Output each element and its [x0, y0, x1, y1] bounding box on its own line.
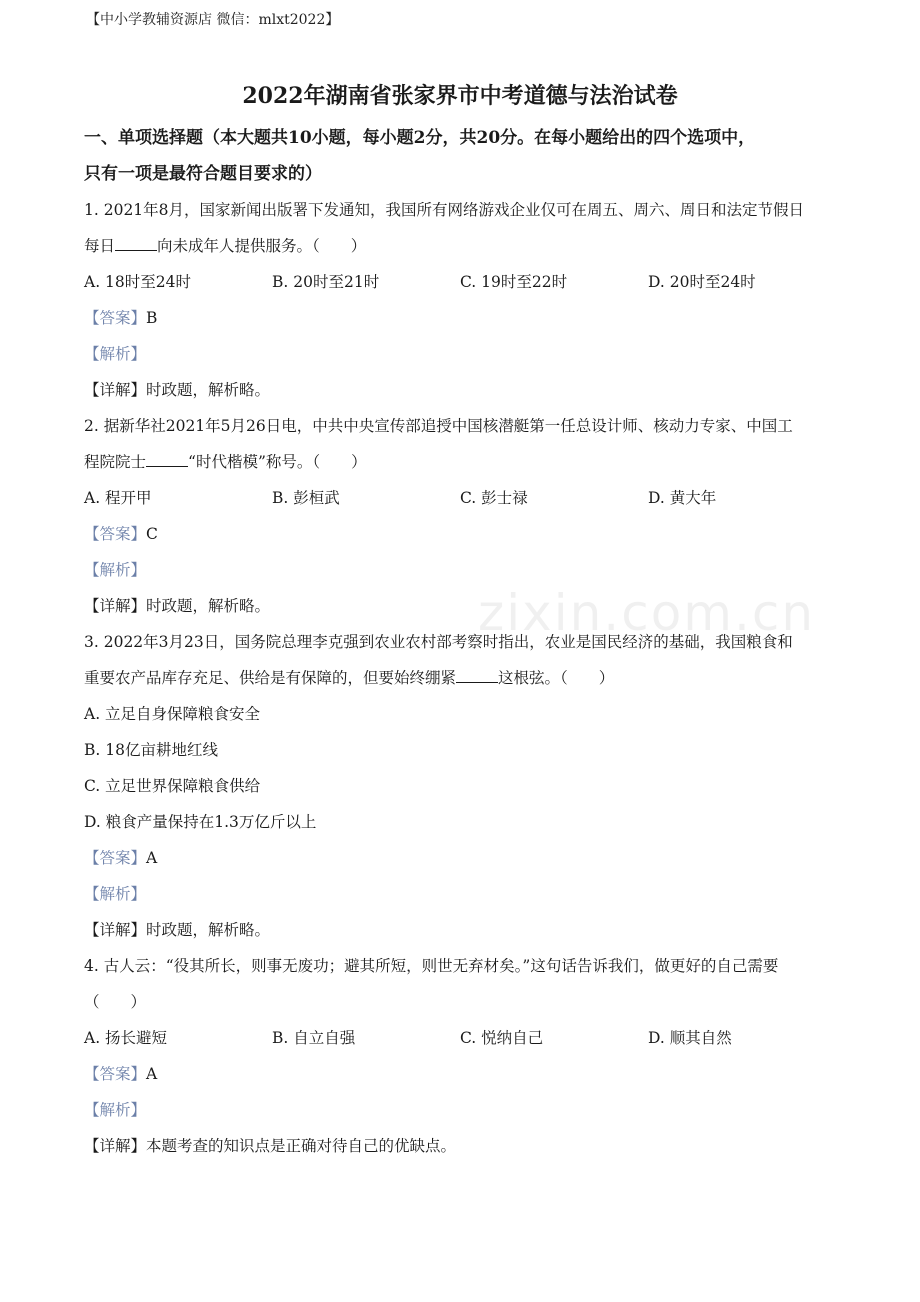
analysis-tag: 【解析】	[84, 345, 147, 363]
stem-text: 程院院士	[84, 453, 147, 471]
detail-tag: 【详解】	[84, 381, 147, 399]
analysis-line	[84, 336, 836, 372]
question-2	[84, 408, 836, 624]
options-row	[84, 264, 836, 300]
analysis-tag: 【解析】	[84, 561, 147, 579]
option-a: A. 立足自身保障粮食安全	[84, 705, 261, 723]
question-stem-continued	[84, 660, 836, 696]
option-b: B. 18亿亩耕地红线	[84, 741, 218, 759]
question-stem: 1. 2021年8月，国家新闻出版署下发通知，我国所有网络游戏企业仅可在周五、周六、周日和法定节假日	[84, 201, 805, 219]
option-d: D. 黄大年	[648, 489, 717, 507]
question-4	[84, 948, 836, 1164]
answer-line	[84, 300, 836, 336]
analysis-line	[84, 876, 836, 912]
option-a: A. 扬长避短	[84, 1029, 168, 1047]
option-a: A. 程开甲	[84, 489, 152, 507]
document-body	[84, 78, 836, 1164]
question-stem: 3. 2022年3月23日，国务院总理李克强到农业农村部考察时指出，农业是国民经济的基础，我国粮食和	[84, 633, 793, 651]
option-b: B. 20时至21时	[272, 273, 380, 291]
stem-text: 每日	[84, 237, 116, 255]
question-stem-continued	[84, 228, 836, 264]
stem-text: 重要农产品库存充足、供给是有保障的，但要始终绷紧	[84, 669, 457, 687]
option-c: C. 立足世界保障粮食供给	[84, 777, 261, 795]
question-3	[84, 624, 836, 948]
fill-blank	[146, 452, 188, 467]
answer-tag: 【答案】	[84, 1065, 147, 1083]
detail-line	[84, 372, 836, 408]
detail-line	[84, 588, 836, 624]
analysis-line	[84, 1092, 836, 1128]
fill-blank	[115, 236, 157, 251]
option-a: A. 18时至24时	[84, 273, 191, 291]
detail-line	[84, 912, 836, 948]
question-stem: 2. 据新华社2021年5月26日电，中共中央宣传部追授中国核潜艇第一任总设计师、核动力专家、中国工	[84, 417, 793, 435]
detail-tag: 【详解】	[84, 597, 147, 615]
options-row	[84, 1020, 836, 1056]
answer-value: B	[146, 309, 158, 327]
option-c: C. 19时至22时	[460, 273, 568, 291]
answer-line	[84, 1056, 836, 1092]
answer-tag: 【答案】	[84, 525, 147, 543]
detail-tag: 【详解】	[84, 1137, 147, 1155]
section-heading: 一、单项选择题（本大题共10小题，每小题2分，共20分。在每小题给出的四个选项中，	[84, 128, 756, 148]
question-1	[84, 192, 836, 408]
options-row	[84, 480, 836, 516]
question-stem-continued: （ ）	[84, 993, 147, 1011]
stem-text: 这根弦。（ ）	[498, 669, 615, 687]
option-b: B. 自立自强	[272, 1029, 356, 1047]
page-title: 2022年湖南省张家界市中考道德与法治试卷	[242, 83, 678, 109]
detail-tag: 【详解】	[84, 921, 147, 939]
fill-blank	[456, 668, 498, 683]
stem-text: “时代楷模”称号。（ ）	[188, 453, 367, 471]
question-stem-continued	[84, 444, 836, 480]
answer-value: C	[146, 525, 158, 543]
answer-value: A	[146, 1065, 158, 1083]
question-stem: 4. 古人云：“役其所长，则事无废功；避其所短，则世无弃材矣。”这句话告诉我们，做更好的自己需要	[84, 957, 779, 975]
option-d: D. 20时至24时	[648, 273, 756, 291]
analysis-line	[84, 552, 836, 588]
option-c: C. 悦纳自己	[460, 1029, 544, 1047]
option-b: B. 彭桓武	[272, 489, 340, 507]
answer-tag: 【答案】	[84, 309, 147, 327]
analysis-tag: 【解析】	[84, 1101, 147, 1119]
answer-line	[84, 840, 836, 876]
option-d: D. 顺其自然	[648, 1029, 732, 1047]
section-heading-continued: 只有一项是最符合题目要求的）	[84, 164, 322, 184]
analysis-tag: 【解析】	[84, 885, 147, 903]
option-c: C. 彭士禄	[460, 489, 528, 507]
watermark: zixin.com.cn	[478, 584, 816, 642]
detail-line	[84, 1128, 836, 1164]
answer-line	[84, 516, 836, 552]
answer-value: A	[146, 849, 158, 867]
option-d: D. 粮食产量保持在1.3万亿斤以上	[84, 813, 317, 831]
stem-text: 向未成年人提供服务。（ ）	[157, 237, 367, 255]
detail-text: 时政题，解析略。	[146, 921, 271, 939]
detail-text: 时政题，解析略。	[146, 381, 271, 399]
header-note: 【中小学教辅资源店 微信：mlxt2022】	[86, 12, 340, 28]
detail-text: 时政题，解析略。	[146, 597, 271, 615]
detail-text: 本题考查的知识点是正确对待自己的优缺点。	[146, 1137, 457, 1155]
answer-tag: 【答案】	[84, 849, 147, 867]
